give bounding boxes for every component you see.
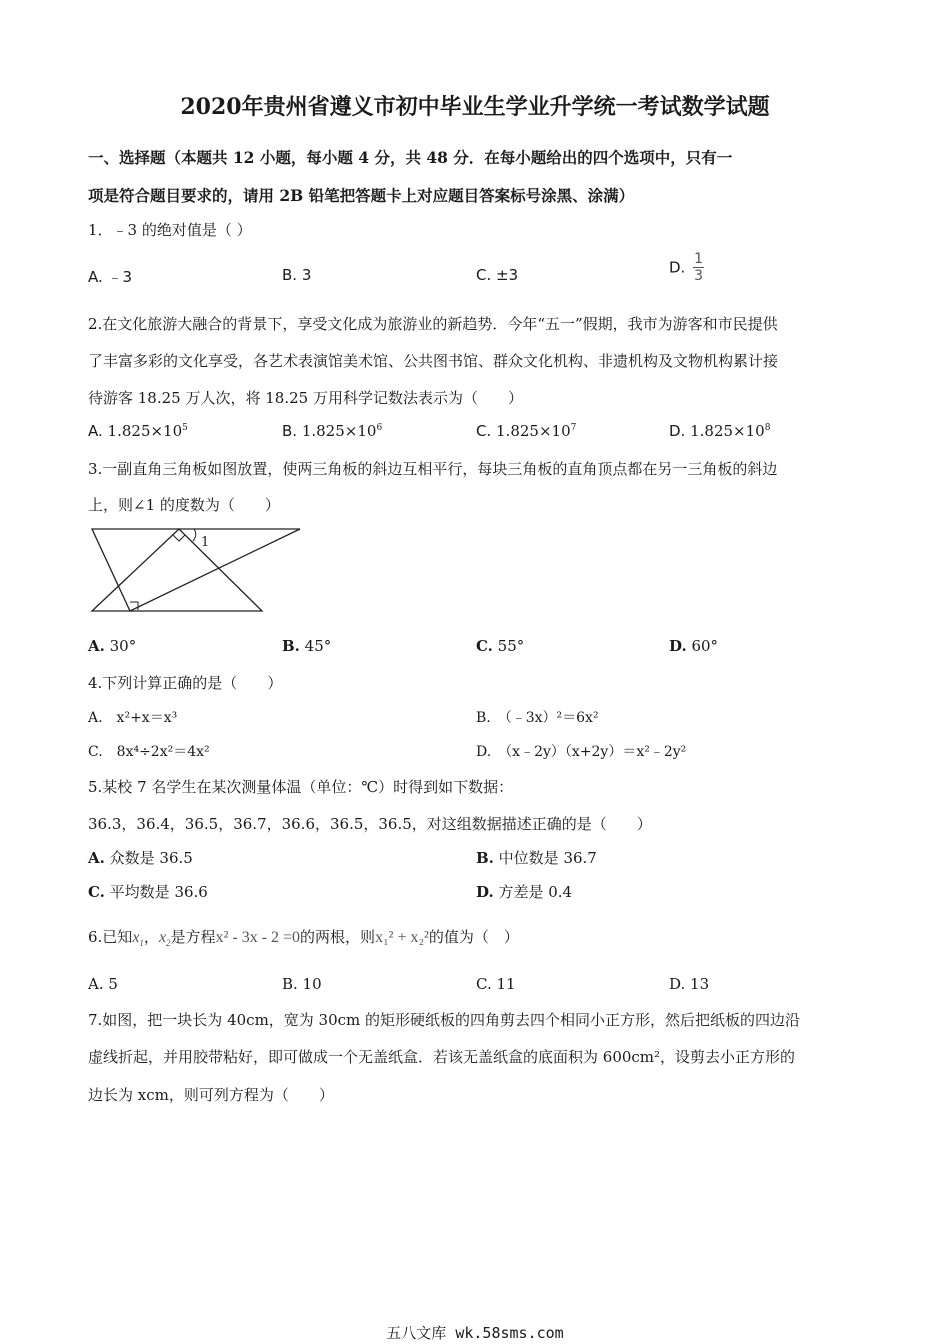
q4-option-c: C. 8x⁴÷2x²＝4x² (88, 744, 210, 760)
q5-data: 36.3，36.4，36.5，36.7，36.6，36.5，36.5，对这组数据描述正确的是（ ） (88, 815, 652, 833)
q5-stem: 5.某校 7 名学生在某次测量体温（单位：℃）时得到如下数据： (88, 778, 514, 796)
q4-option-b: B. （﹣3x）²＝6x² (476, 710, 599, 726)
q2-line1: 2.在文化旅游大融合的背景下，享受文化成为旅游业的新趋势．今年“五一”假期，我市为游客和市民提供 (88, 315, 778, 333)
option-value: 1.825×10 (107, 422, 183, 440)
option-value: 55° (492, 637, 525, 655)
q6-mid-text: 是方程 (170, 928, 216, 946)
q2-option-b (282, 422, 382, 440)
subscript: 2 (166, 938, 171, 949)
q1-stem: 1．﹣3 的绝对值是（ ） (88, 221, 252, 239)
option-value: 45° (299, 637, 332, 655)
q4-stem: 4.下列计算正确的是（ ） (88, 674, 283, 692)
option-value: 1.825×10 (496, 422, 571, 440)
lower-triangle (92, 529, 262, 611)
subscript: 1 (139, 938, 144, 949)
option-value: 平均数是 36.6 (104, 883, 208, 901)
option-letter: D. (669, 637, 687, 655)
q1-option-b: B. 3 (282, 266, 312, 284)
q6-prefix: 6.已知 (88, 928, 133, 946)
q7-line3: 边长为 xcm，则可列方程为（ ） (88, 1086, 334, 1104)
option-letter: D. (669, 422, 691, 440)
upper-triangle (92, 529, 300, 611)
q4-option-d: D. （x﹣2y）（x+2y）＝x²﹣2y² (476, 744, 687, 760)
q2-option-d (669, 422, 770, 440)
variable-x: x (132, 929, 140, 946)
option-letter: A. (88, 422, 108, 440)
option-value: 60° (686, 637, 719, 655)
q3-option-b (282, 637, 331, 655)
q6-mid-text-2: 的两根，则 (300, 928, 376, 946)
q3-option-a (88, 637, 136, 655)
option-letter: B. (282, 637, 300, 655)
q7-line1: 7.如图，把一块长为 40cm，宽为 30cm 的矩形硬纸板的四角剪去四个相同小正方形，然后把纸板的四边沿 (88, 1011, 801, 1029)
q5-option-a (88, 847, 193, 868)
q4-option-a: A. x²+x＝x³ (88, 710, 178, 726)
q6-suffix: 的值为（ ） (428, 928, 519, 946)
q1-option-c: C. ±3 (476, 266, 519, 284)
option-value: 1.825×10 (690, 422, 765, 440)
option-value: 中位数是 36.7 (493, 849, 597, 867)
q2-option-a (88, 422, 188, 440)
section-heading-line2: 项是符合题目要求的，请用 2B 铅笔把答题卡上对应题目答案标号涂黑、涂满） (88, 186, 635, 205)
triangle-figure (84, 520, 308, 620)
q3-option-d (669, 637, 718, 655)
angle-arc (193, 529, 196, 541)
fraction-numerator: 1 (694, 251, 704, 267)
q6-root-x2 (158, 929, 171, 949)
q6-comma: ， (143, 928, 159, 946)
option-letter: B. (476, 849, 494, 867)
q6-expression: x₁² + x₂² (375, 929, 429, 946)
variable-x: x (158, 929, 167, 946)
q7-line2: 虚线折起，并用胶带粘好，即可做成一个无盖纸盒．若该无盖纸盒的底面积为 600cm²，设剪去小正方形的 (88, 1048, 796, 1066)
option-value: 众数是 36.5 (104, 849, 193, 867)
option-value: 1.825×10 (301, 422, 377, 440)
q1-option-d-fraction (693, 252, 704, 283)
option-letter: C. (476, 637, 493, 655)
q5-option-c (88, 881, 208, 902)
option-exponent: 6 (376, 423, 383, 433)
q6-option-a: A. 5 (88, 975, 118, 993)
q1-option-d (669, 252, 704, 283)
option-letter: C. (476, 422, 497, 440)
footer-watermark: 五八文库 wk.58sms.com (386, 1324, 564, 1342)
q6-equation: x² - 3x - 2 =0 (215, 929, 301, 946)
fraction-denominator: 3 (694, 268, 704, 284)
option-letter: D. (476, 883, 494, 901)
option-exponent: 7 (570, 423, 577, 433)
q1-option-a: A. ﹣3 (88, 268, 133, 286)
q2-line3: 待游客 18.25 万人次，将 18.25 万用科学记数法表示为（ ） (88, 389, 523, 407)
option-letter: A. (88, 849, 105, 867)
q3-line2: 上，则∠1 的度数为（ ） (88, 496, 280, 514)
option-letter: B. (282, 422, 302, 440)
q2-option-c (476, 422, 576, 440)
right-angle-mark-top (173, 535, 185, 541)
option-exponent: 5 (182, 423, 188, 433)
q2-line2: 了丰富多彩的文化享受，各艺术表演馆美术馆、公共图书馆、群众文化机构、非遗机构及文物机构累计接 (88, 352, 779, 370)
option-value: 30° (104, 637, 137, 655)
q1-option-d-label: D. (669, 258, 691, 277)
q6-stem (88, 926, 519, 948)
option-letter: C. (88, 883, 105, 901)
q6-root-x1 (132, 929, 144, 949)
q6-option-b: B. 10 (282, 975, 322, 993)
q6-option-c: C. 11 (476, 975, 516, 993)
option-exponent: 8 (764, 423, 771, 433)
q5-option-d (476, 881, 572, 902)
q6-option-d: D. 13 (669, 975, 710, 993)
q5-option-b (476, 847, 597, 868)
section-heading-line1: 一、选择题（本题共 12 小题，每小题 4 分，共 48 分．在每小题给出的四个选项中，只有一 (88, 148, 733, 167)
option-value: 方差是 0.4 (493, 883, 573, 901)
option-letter: A. (88, 637, 105, 655)
page-title: 2020年贵州省遵义市初中毕业生学业升学统一考试数学试题 (180, 94, 770, 120)
angle-label: 1 (201, 535, 210, 550)
q3-option-c (476, 637, 524, 655)
q3-line1: 3.一副直角三角板如图放置，使两三角板的斜边互相平行，每块三角板的直角顶点都在另一三角板的斜边 (88, 460, 778, 478)
